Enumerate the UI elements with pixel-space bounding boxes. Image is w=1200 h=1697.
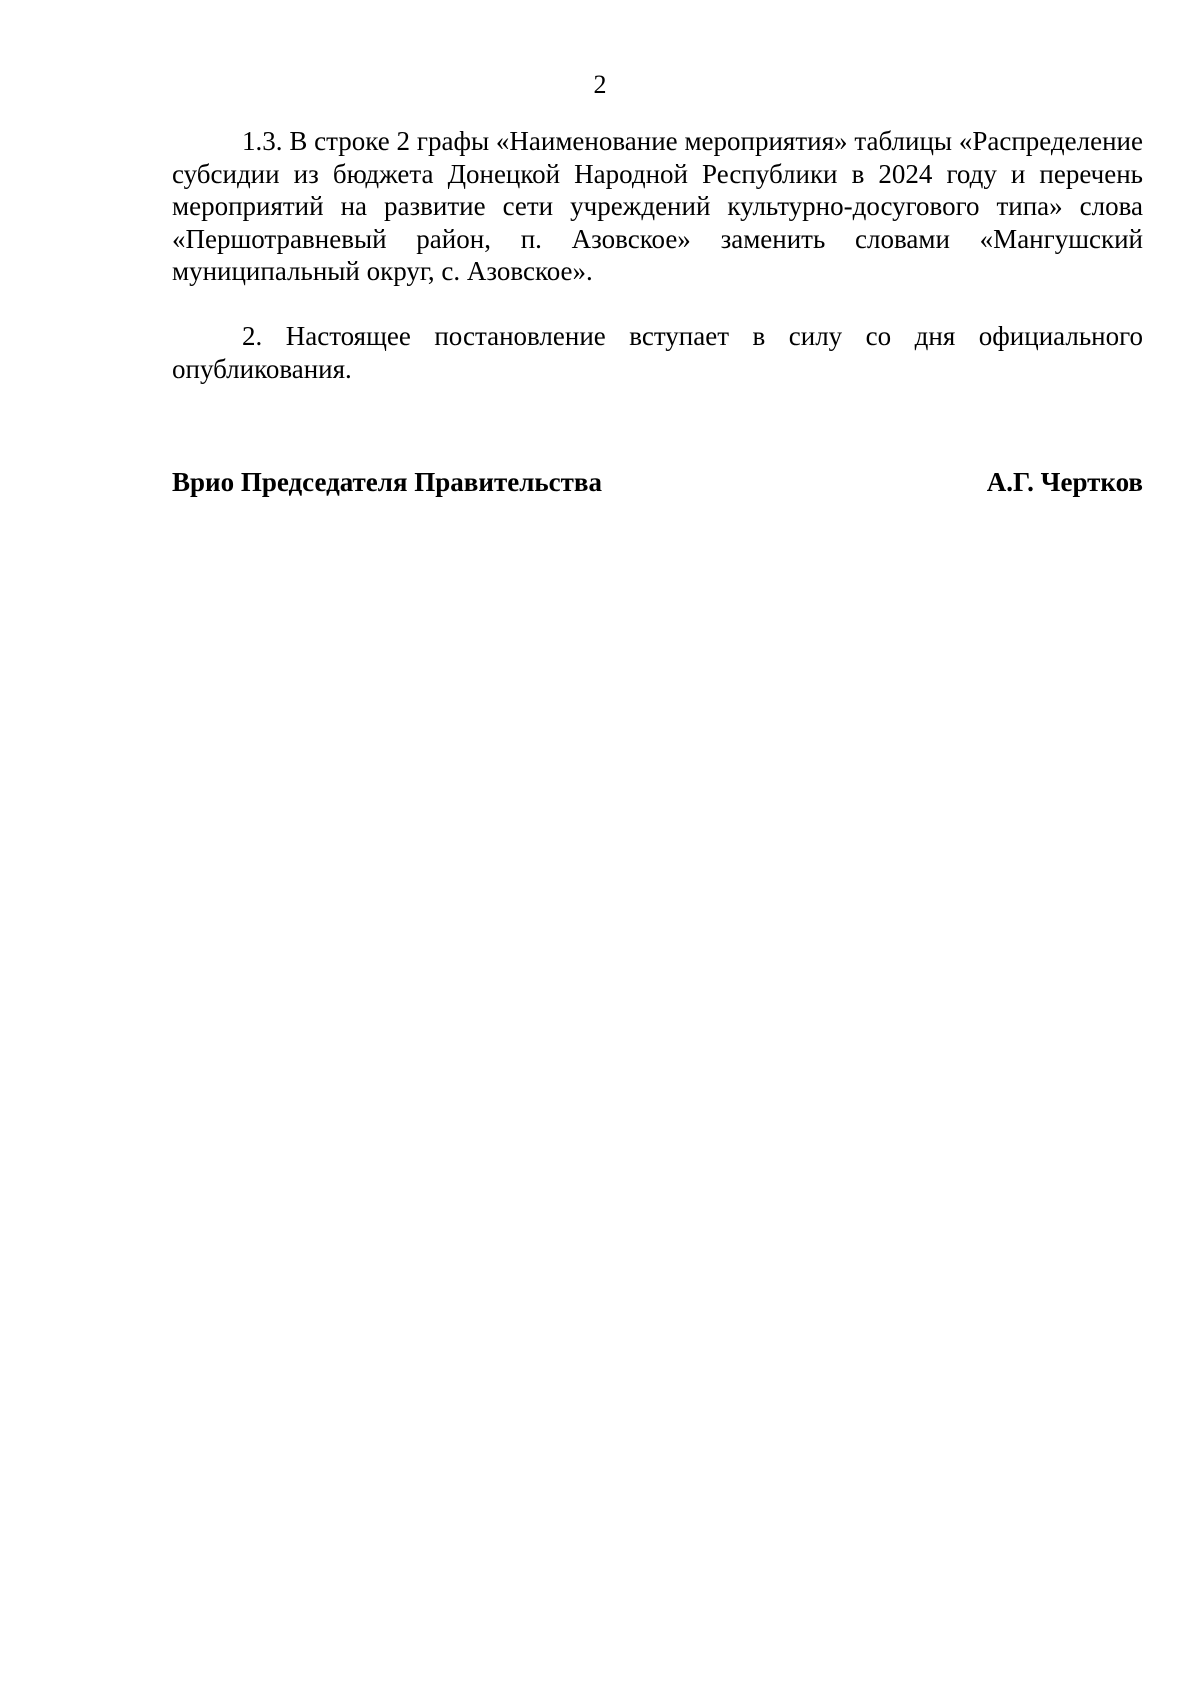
signatory-position: Врио Председателя Правительства [172,467,602,497]
signature-block [172,466,1143,498]
page-number: 2 [593,70,607,99]
paragraph-1-3: 1.3. В строке 2 графы «Наименование мероприятия» таблицы «Распределение субсидии из бюджета Донецкой Народной Республики в 2024 году и перечень мероприятий на развитие сети учреждений культурно-досугового типа» слова «Першотравневый район, п. Азовское» заменить словами «Мангушский муниципальный округ, с. Азовское». [172,126,1143,287]
signatory-name: А.Г. Чертков [986,467,1143,497]
document-body [172,125,1143,385]
paragraph-2: 2. Настоящее постановление вступает в силу со дня официального опубликования. [172,320,1143,384]
